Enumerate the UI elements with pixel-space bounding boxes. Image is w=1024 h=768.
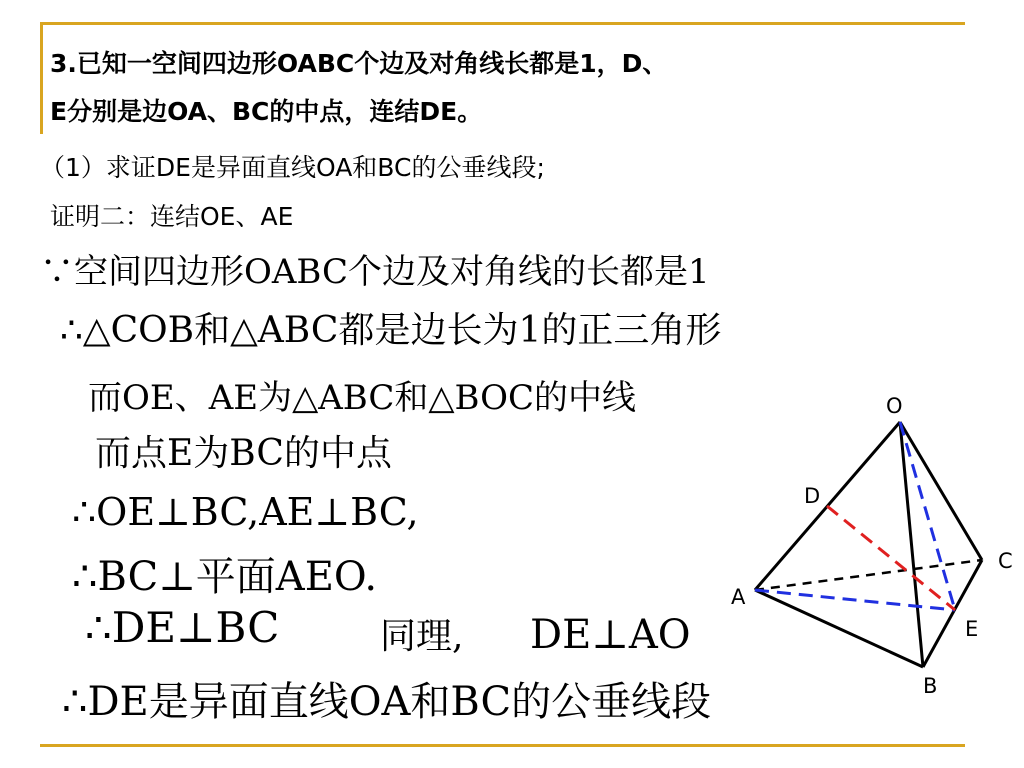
proof-step-2: ∴△COB和△ABC都是边长为1的正三角形 (60, 310, 722, 351)
edge-ab (755, 590, 923, 667)
proof-step-6: ∴BC⊥平面AEO. (72, 554, 378, 600)
proof-method: 证明二：连结OE、AE (50, 202, 294, 231)
vertex-label-c: C (998, 549, 1013, 573)
edge-ac-hidden (755, 560, 982, 590)
proof-step-7-similarly: 同理, (380, 616, 464, 657)
vertex-label-a: A (731, 585, 746, 609)
segment-de (827, 506, 955, 610)
problem-statement (50, 40, 970, 136)
proof-step-3: 而OE、AE为△ABC和△BOC的中线 (88, 378, 637, 418)
bottom-rule (40, 744, 965, 747)
left-rule (40, 22, 43, 134)
proof-step-5: ∴OE⊥BC,AE⊥BC, (72, 490, 419, 534)
vertex-label-b: B (923, 674, 938, 698)
edge-ob (900, 422, 923, 667)
proof-step-7-result: DE⊥AO (530, 612, 691, 658)
proof-conclusion: ∴DE是异面直线OA和BC的公垂线段 (62, 679, 712, 725)
part-1-question: （1）求证DE是异面直线OA和BC的公垂线段; (40, 153, 545, 182)
top-rule (40, 22, 965, 25)
vertex-label-e: E (965, 617, 979, 641)
segment-ae (755, 590, 955, 610)
problem-line-1: 3.已知一空间四边形OABC个边及对角线长都是1，D、 (50, 49, 668, 78)
vertex-label-o: O (886, 394, 903, 418)
vertex-label-d: D (804, 484, 821, 508)
proof-step-1: ∵空间四边形OABC个边及对角线的长都是1 (40, 252, 710, 292)
problem-line-2: E分别是边OA、BC的中点，连结DE。 (50, 97, 483, 126)
proof-step-7: ∴DE⊥BC (85, 603, 280, 652)
tetrahedron-diagram (720, 390, 1020, 700)
edge-bc (923, 560, 982, 667)
proof-step-4: 而点E为BC的中点 (95, 433, 392, 474)
